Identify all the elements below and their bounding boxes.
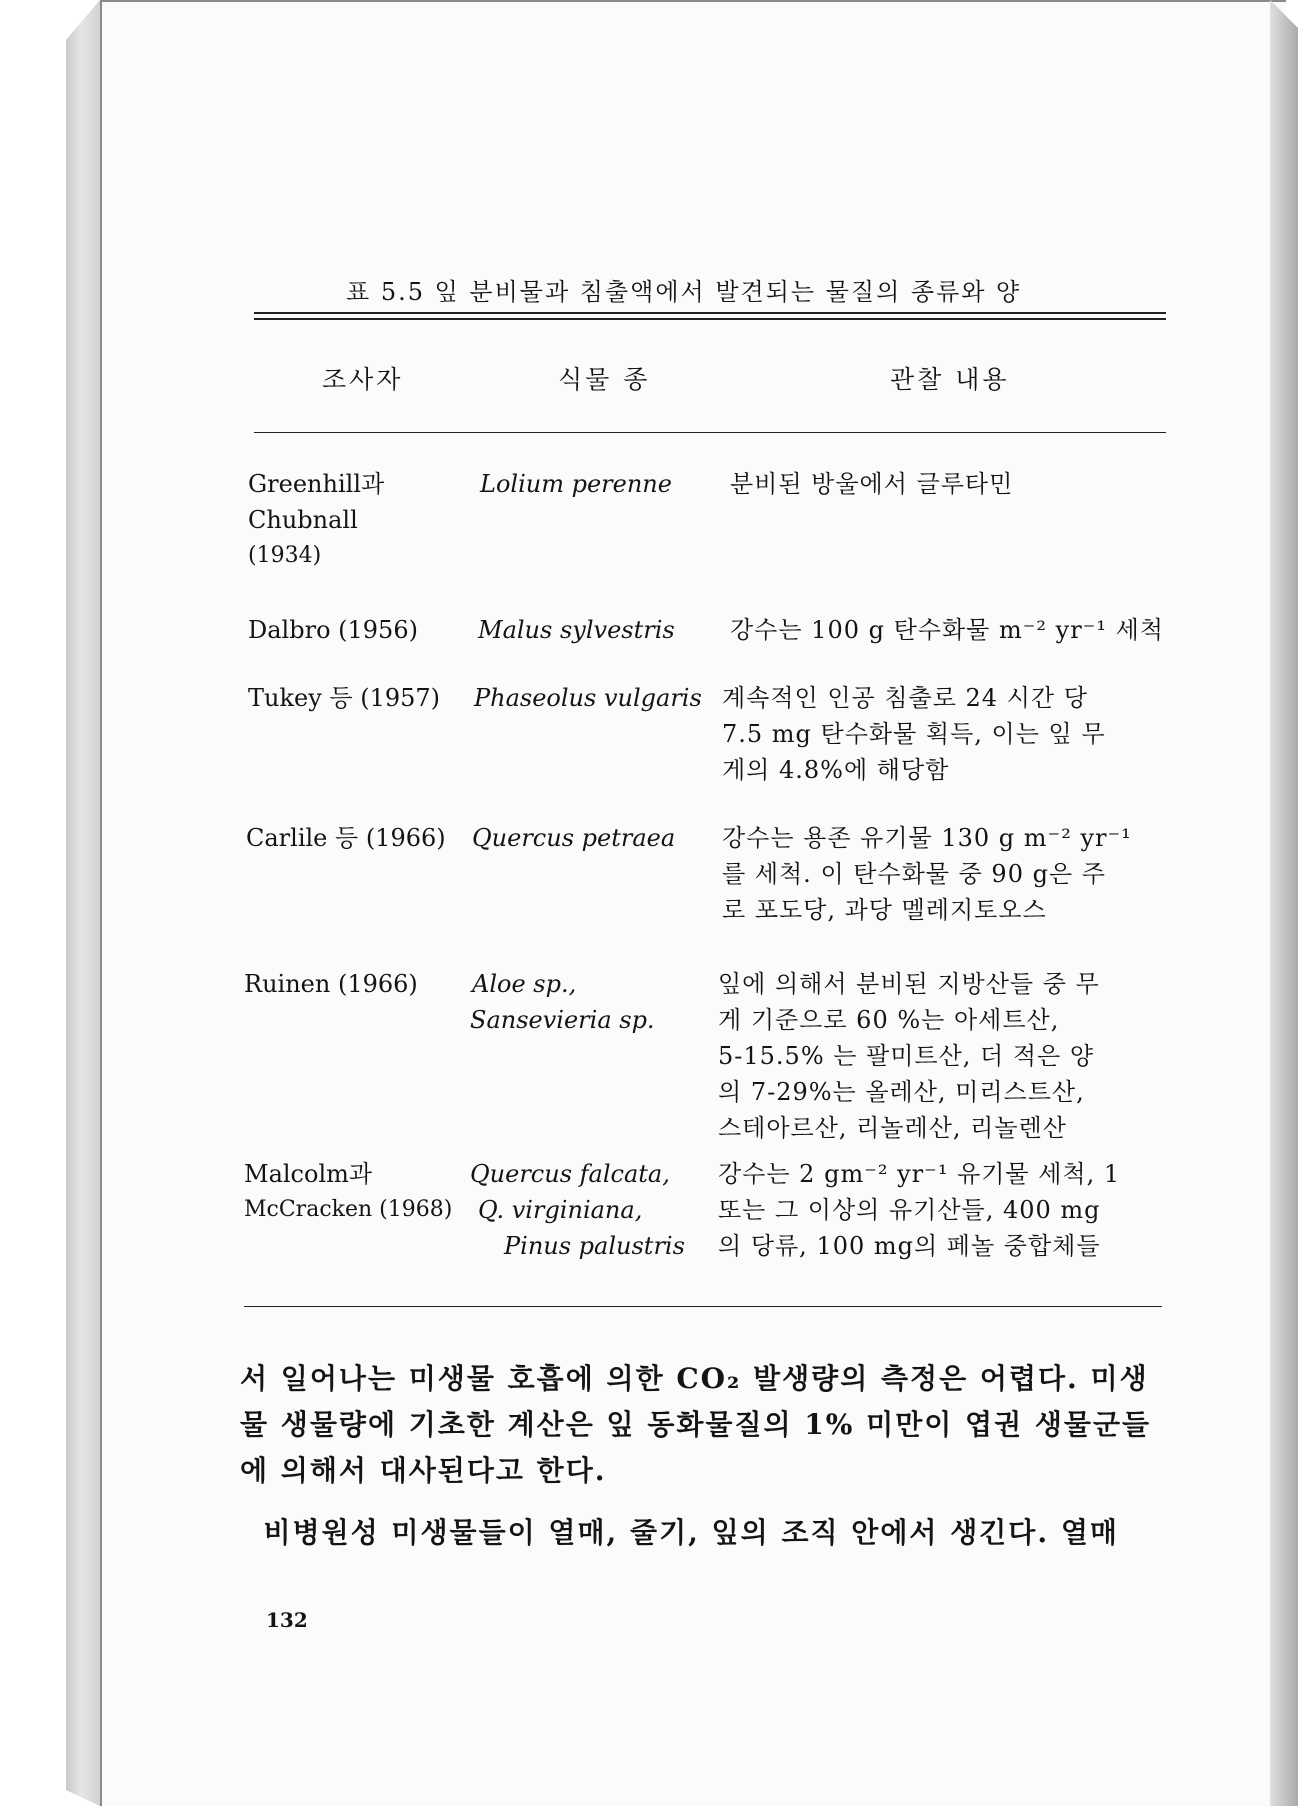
researcher-line: McCracken (1968) xyxy=(244,1197,453,1222)
observation-line: 게의 4.8%에 해당함 xyxy=(722,756,950,784)
observation-line: 잎에 의해서 분비된 지방산들 중 무 xyxy=(718,970,1100,998)
book-spine-edge xyxy=(66,0,100,1806)
observation-line: 강수는 100 g 탄수화물 m⁻² yr⁻¹ 세척 xyxy=(730,616,1164,644)
observation-line: 게 기준으로 60 %는 아세트산, xyxy=(718,1006,1060,1034)
column-header-observation: 관찰 내용 xyxy=(890,365,1010,394)
species-line: Q. virginiana, xyxy=(478,1196,643,1224)
observation-line: 로 포도당, 과당 멜레지토오스 xyxy=(722,896,1047,924)
body-paragraph-line: 물 생물량에 기초한 계산은 잎 동화물질의 1% 미만이 엽권 생물군들 xyxy=(240,1408,1152,1441)
observation-line: 강수는 2 gm⁻² yr⁻¹ 유기물 세척, 1 xyxy=(718,1160,1121,1188)
observation-line: 의 7-29%는 올레산, 미리스트산, xyxy=(718,1078,1085,1106)
page-number: 132 xyxy=(266,1608,308,1632)
species-line: Quercus petraea xyxy=(472,824,676,852)
species-line: Aloe sp., xyxy=(472,970,577,998)
researcher-line: Malcolm과 xyxy=(244,1160,373,1188)
table-header-rule xyxy=(254,432,1166,433)
observation-line: 를 세척. 이 탄수화물 중 90 g은 주 xyxy=(722,860,1106,888)
researcher-line: Chubnall xyxy=(248,506,358,534)
table-bottom-rule xyxy=(244,1306,1162,1307)
observation-line: 5-15.5% 는 팔미트산, 더 적은 양 xyxy=(718,1042,1095,1070)
observation-line: 스테아르산, 리놀레산, 리놀렌산 xyxy=(718,1114,1067,1142)
observation-line: 분비된 방울에서 글루타민 xyxy=(730,470,1014,498)
researcher-line: Carlile 등 (1966) xyxy=(246,824,446,852)
observation-line: 7.5 mg 탄수화물 획득, 이는 잎 무 xyxy=(722,720,1106,748)
species-line: Phaseolus vulgaris xyxy=(474,684,702,712)
observation-line: 강수는 용존 유기물 130 g m⁻² yr⁻¹ xyxy=(722,824,1132,852)
species-line: Pinus palustris xyxy=(504,1232,685,1260)
researcher-line: Dalbro (1956) xyxy=(248,616,418,644)
species-line: Sansevieria sp. xyxy=(470,1006,655,1034)
body-paragraph-line: 서 일어나는 미생물 호흡에 의한 CO₂ 발생량의 측정은 어렵다. 미생 xyxy=(240,1362,1149,1395)
column-header-researcher: 조사자 xyxy=(322,365,404,394)
observation-line: 또는 그 이상의 유기산들, 400 mg xyxy=(718,1196,1101,1224)
species-line: Lolium perenne xyxy=(480,470,672,498)
researcher-line: (1934) xyxy=(248,543,322,568)
table-top-rule-1 xyxy=(254,312,1166,314)
researcher-line: Ruinen (1966) xyxy=(244,970,418,998)
observation-line: 의 당류, 100 mg의 페놀 중합체들 xyxy=(718,1232,1101,1260)
body-paragraph-line: 비병원성 미생물들이 열매, 줄기, 잎의 조직 안에서 생긴다. 열매 xyxy=(240,1516,1119,1549)
researcher-line: Tukey 등 (1957) xyxy=(248,684,441,712)
species-line: Quercus falcata, xyxy=(470,1160,670,1188)
researcher-line: Greenhill과 xyxy=(248,470,385,498)
column-header-species: 식물 종 xyxy=(558,365,651,394)
table-caption: 표 5.5 잎 분비물과 침출액에서 발견되는 물질의 종류와 양 xyxy=(346,278,1022,306)
species-line: Malus sylvestris xyxy=(478,616,675,644)
observation-line: 계속적인 인공 침출로 24 시간 당 xyxy=(722,684,1088,712)
table-top-rule-2 xyxy=(254,318,1166,320)
body-paragraph-line: 에 의해서 대사된다고 한다. xyxy=(240,1454,607,1487)
page-right-shadow xyxy=(1270,0,1298,1806)
